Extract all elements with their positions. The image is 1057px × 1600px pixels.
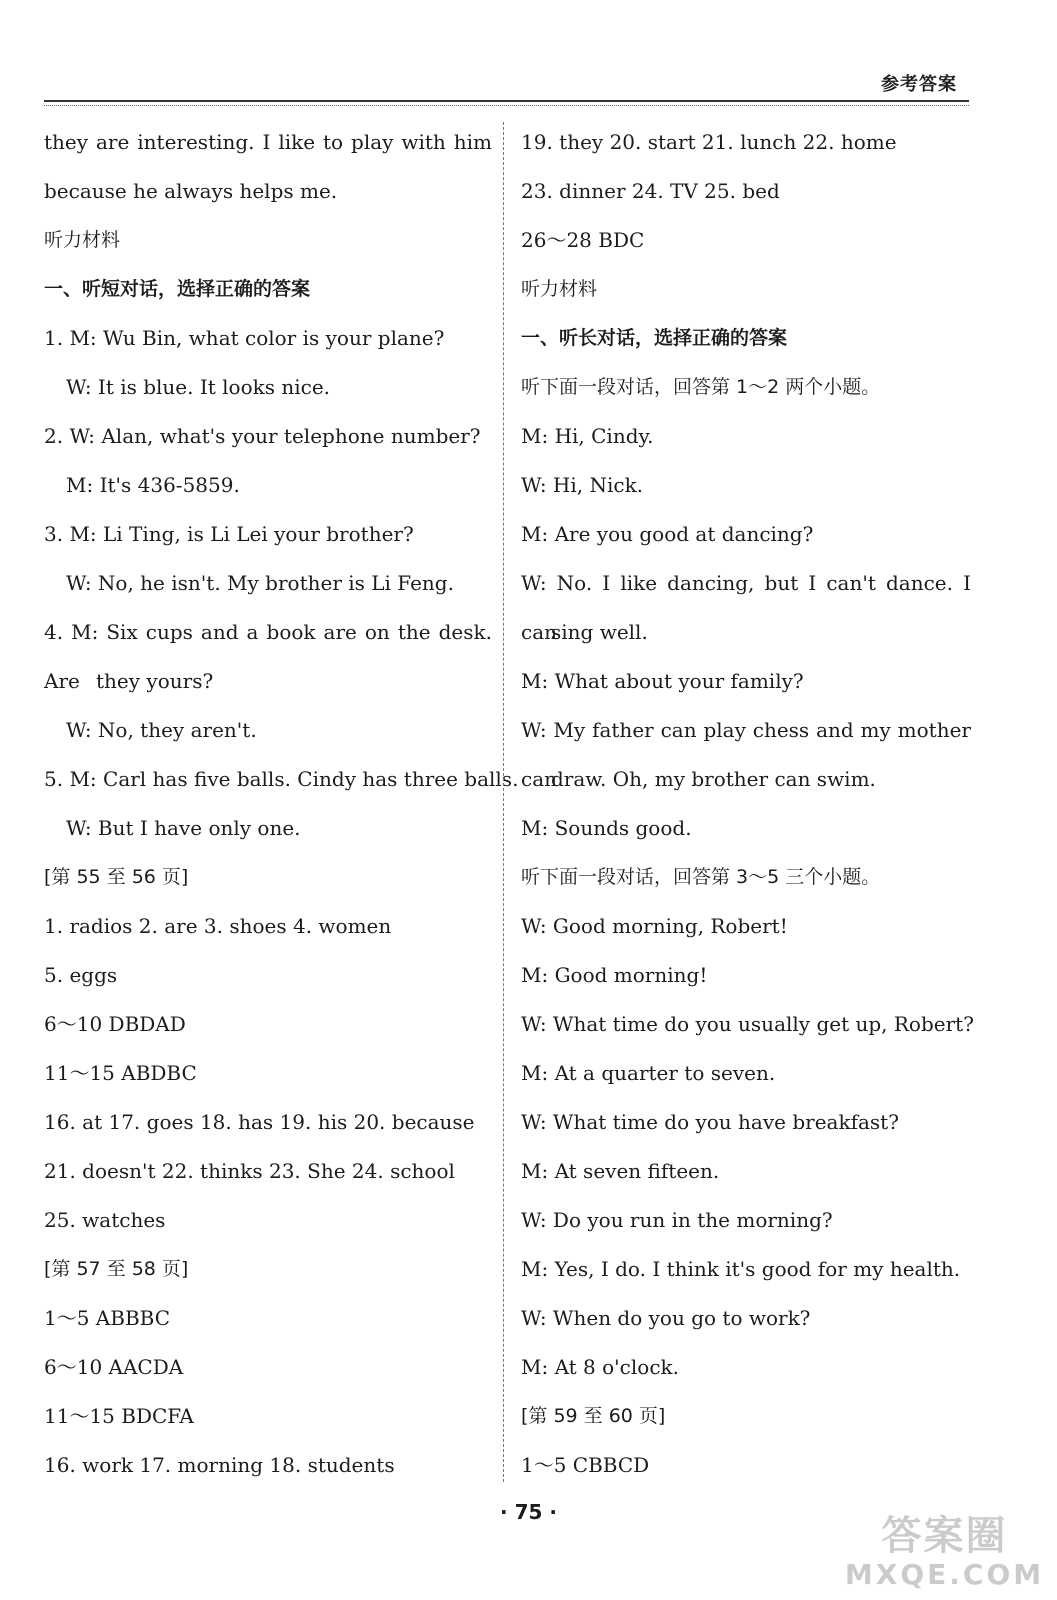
text-line: 25. watches <box>44 1208 166 1232</box>
text-line: M: Are you good at dancing? <box>521 522 814 546</box>
text-line: M: Good morning! <box>521 963 708 987</box>
text-line: W: No, they aren't. <box>66 718 257 742</box>
header-rule-dotted <box>44 105 969 106</box>
text-line: W: No. I like dancing, but I can't dance. I can <box>521 571 971 644</box>
text-line: 11～15 ABDBC <box>44 1061 197 1085</box>
text-line: 2. W: Alan, what's your telephone number? <box>44 424 481 448</box>
text-line: M: It's 436-5859. <box>66 473 240 497</box>
text-line: 6～10 AACDA <box>44 1355 184 1379</box>
right-column <box>521 118 974 1490</box>
text-line: W: Good morning, Robert! <box>521 914 788 938</box>
text-line: W: My father can play chess and my mother can <box>521 718 971 791</box>
text-line: M: Yes, I do. I think it's good for my health. <box>521 1257 961 1281</box>
text-line: they are interesting. I like to play with him <box>44 130 492 154</box>
text-line: 16. at 17. goes 18. has 19. his 20. because <box>44 1110 475 1134</box>
text-line: they yours? <box>96 669 214 693</box>
text-line: 1. M: Wu Bin, what color is your plane? <box>44 326 445 350</box>
text-line: 26～28 BDC <box>521 228 645 252</box>
text-line: M: At 8 o'clock. <box>521 1355 679 1379</box>
text-line: W: What time do you usually get up, Robert? <box>521 1012 974 1036</box>
text-line: 听力材料 <box>44 229 121 251</box>
text-line: 6～10 DBDAD <box>44 1012 186 1036</box>
watermark-top-text: 答案圈 <box>881 1513 1008 1559</box>
text-line: draw. Oh, my brother can swim. <box>551 767 876 791</box>
text-line: 5. eggs <box>44 963 118 987</box>
header-rule <box>44 100 969 102</box>
text-line: W: It is blue. It looks nice. <box>66 375 331 399</box>
text-line: M: At seven fifteen. <box>521 1159 720 1183</box>
text-line: 5. M: Carl has five balls. Cindy has three balls. <box>44 767 519 791</box>
column-divider <box>503 122 504 1482</box>
text-line: 听力材料 <box>521 278 598 300</box>
page-number: · 75 · <box>500 1500 557 1524</box>
text-line: W: When do you go to work? <box>521 1306 811 1330</box>
text-line: M: What about your family? <box>521 669 804 693</box>
text-line: 11～15 BDCFA <box>44 1404 194 1428</box>
text-line: 听下面一段对话，回答第 1～2 两个小题。 <box>521 376 881 398</box>
text-line: M: At a quarter to seven. <box>521 1061 776 1085</box>
text-line: W: What time do you have breakfast? <box>521 1110 899 1134</box>
text-line: W: No, he isn't. My brother is Li Feng. <box>66 571 454 595</box>
text-line: 1. radios 2. are 3. shoes 4. women <box>44 914 392 938</box>
text-line: 4. M: Six cups and a book are on the desk. Are <box>44 620 492 693</box>
text-line: 19. they 20. start 21. lunch 22. home <box>521 130 897 154</box>
text-line: 一、听短对话，选择正确的答案 <box>44 278 311 300</box>
text-line: 听下面一段对话，回答第 3～5 三个小题。 <box>521 866 881 888</box>
text-line: [第 57 至 58 页] <box>44 1258 189 1280</box>
text-line: 21. doesn't 22. thinks 23. She 24. school <box>44 1159 455 1183</box>
left-column <box>44 118 519 1490</box>
text-line: sing well. <box>551 620 648 644</box>
text-line: W: Hi, Nick. <box>521 473 644 497</box>
text-line: 1～5 ABBBC <box>44 1306 171 1330</box>
text-line: W: But I have only one. <box>66 816 301 840</box>
text-line: M: Sounds good. <box>521 816 692 840</box>
watermark-bottom-text: MXQE.COM <box>844 1558 1045 1591</box>
text-line: 一、听长对话，选择正确的答案 <box>521 327 788 349</box>
text-line: 23. dinner 24. TV 25. bed <box>521 179 780 203</box>
text-line: 16. work 17. morning 18. students <box>44 1453 395 1477</box>
watermark-logo <box>842 1512 1047 1592</box>
text-line: W: Do you run in the morning? <box>521 1208 833 1232</box>
text-line: M: Hi, Cindy. <box>521 424 654 448</box>
text-line: 1～5 CBBCD <box>521 1453 650 1477</box>
text-line: because he always helps me. <box>44 179 338 203</box>
text-line: [第 55 至 56 页] <box>44 866 189 888</box>
text-line: 3. M: Li Ting, is Li Lei your brother? <box>44 522 414 546</box>
text-line: [第 59 至 60 页] <box>521 1405 666 1427</box>
header-title: 参考答案 <box>881 74 957 95</box>
